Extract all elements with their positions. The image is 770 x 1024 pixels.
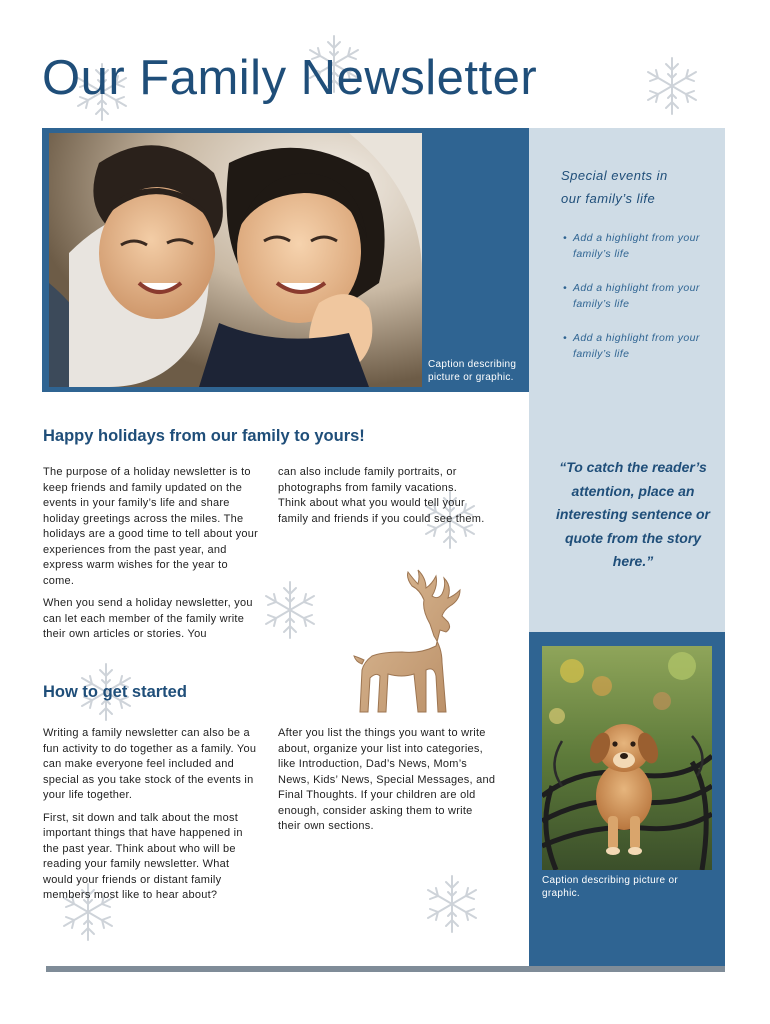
list-item: • Add a highlight from your family’s life [561, 280, 711, 312]
newsletter-title: Our Family Newsletter [42, 51, 538, 105]
sidebar-highlights [561, 230, 711, 380]
sidebar-heading-line1: Special events in [561, 168, 668, 183]
pull-quote: “To catch the reader’s attention, place an interesting sentence or quote from the story here.” [555, 459, 711, 569]
paragraph: Writing a family newsletter can also be a fun activity to do together as a family. You can make everyone feel included and special as you take stock of the events in your life together. [43, 727, 257, 801]
article2-column1 [43, 726, 261, 911]
snowflake-icon [420, 872, 484, 936]
article2-column2 [278, 726, 496, 842]
article1-column2 [278, 465, 486, 534]
snowflake-icon [258, 578, 322, 642]
snowflake-icon [640, 54, 704, 118]
sidebar-heading-line2: our family’s life [561, 191, 656, 206]
puppy-photo [542, 646, 712, 870]
paragraph: can also include family portraits, or photographs from family vacations. Think about what you would tell your family and friends if you could see them. [278, 466, 485, 525]
list-item: • Add a highlight from your family’s life [561, 230, 711, 262]
paragraph: After you list the things you want to write about, organize your list into categories, like Introduction, Dad’s News, Mom’s News, Kids’ News, Special Messages, and Final Thoughts. If your children are old enough, consider asking them to write their own sections. [278, 727, 496, 832]
paragraph: The purpose of a holiday newsletter is to keep friends and family updated on the events in your family’s life and share holiday greetings across the miles. The holidays are a good time to tell about your experiences from the past year, and express warm wishes for the year to come. [43, 466, 258, 587]
article2-heading: How to get started [43, 683, 187, 701]
footer-bar [46, 966, 725, 972]
reindeer-ornament [342, 566, 474, 718]
paragraph: First, sit down and talk about the most important things that have happened in the past year. Think about who will be reading your family newsletter. What would your friends or distant family members most like to hear about? [43, 811, 243, 901]
paragraph: When you send a holiday newsletter, you can let each member of the family write their own articles or stories. You [43, 597, 253, 640]
article1-heading: Happy holidays from our family to yours! [43, 427, 365, 445]
sidebar-heading [561, 164, 711, 210]
article1-column1 [43, 465, 261, 650]
list-item: • Add a highlight from your family’s life [561, 330, 711, 362]
main-photo-caption: Caption describing picture or graphic. [428, 359, 517, 383]
children-photo [49, 133, 422, 387]
dog-photo-caption: Caption describing picture or graphic. [542, 875, 678, 899]
